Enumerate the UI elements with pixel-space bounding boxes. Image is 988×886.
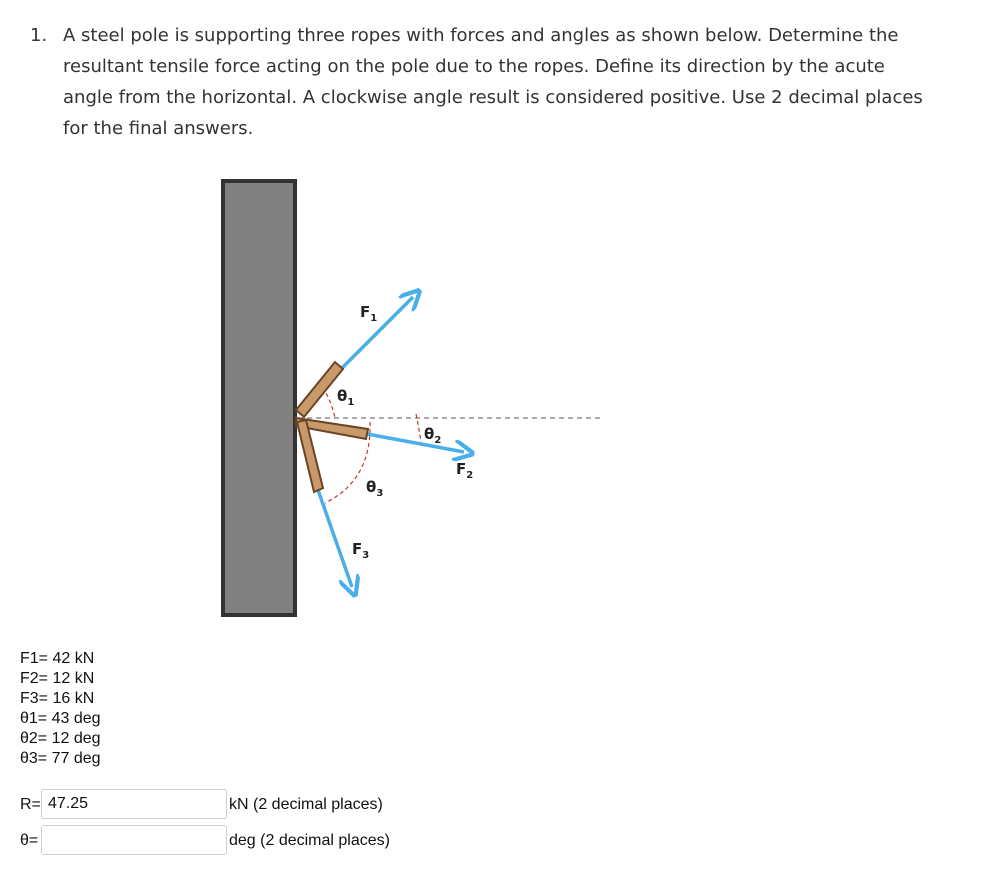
label-f1: $F_1$	[360, 303, 378, 324]
r-answer-input[interactable]	[41, 789, 227, 819]
given-values	[20, 649, 101, 769]
theta-label: θ=	[20, 832, 39, 849]
steel-pole	[223, 181, 295, 615]
given-f3: F3= 16 kN	[20, 690, 95, 707]
label-theta1: $\theta_1$	[337, 387, 355, 408]
question-number: 1.	[30, 25, 48, 46]
bracket-f1	[296, 362, 343, 417]
theta-answer-input[interactable]	[41, 825, 227, 855]
given-f1: F1= 42 kN	[20, 650, 95, 667]
rope-f3-arrow	[318, 490, 352, 587]
given-theta1: θ1= 43 deg	[20, 710, 101, 727]
given-theta3: θ3= 77 deg	[20, 750, 101, 767]
r-label: R=	[20, 796, 41, 813]
rope-f1-arrow	[340, 297, 413, 370]
rope-f2-arrow	[362, 433, 464, 452]
question-text: A steel pole is supporting three ropes with forces and angles as shown below. Determine the resultant tensile force acting on the pole due to the ropes. Define its direction by the acute angle from the horizontal. A clockwise angle result is considered positive. Use 2 decimal places for the final answers.	[63, 25, 923, 139]
question	[30, 20, 930, 144]
label-f3: $F_3$	[352, 540, 370, 561]
wood-brackets	[296, 362, 368, 492]
given-theta2: θ2= 12 deg	[20, 730, 101, 747]
force-diagram	[0, 170, 988, 630]
r-unit: kN (2 decimal places)	[229, 796, 383, 813]
label-f2: $F_2$	[456, 460, 474, 481]
label-theta2: $\theta_2$	[424, 425, 442, 446]
label-theta3: $\theta_3$	[366, 478, 384, 499]
given-f2: F2= 12 kN	[20, 670, 95, 687]
theta-unit: deg (2 decimal places)	[229, 832, 390, 849]
